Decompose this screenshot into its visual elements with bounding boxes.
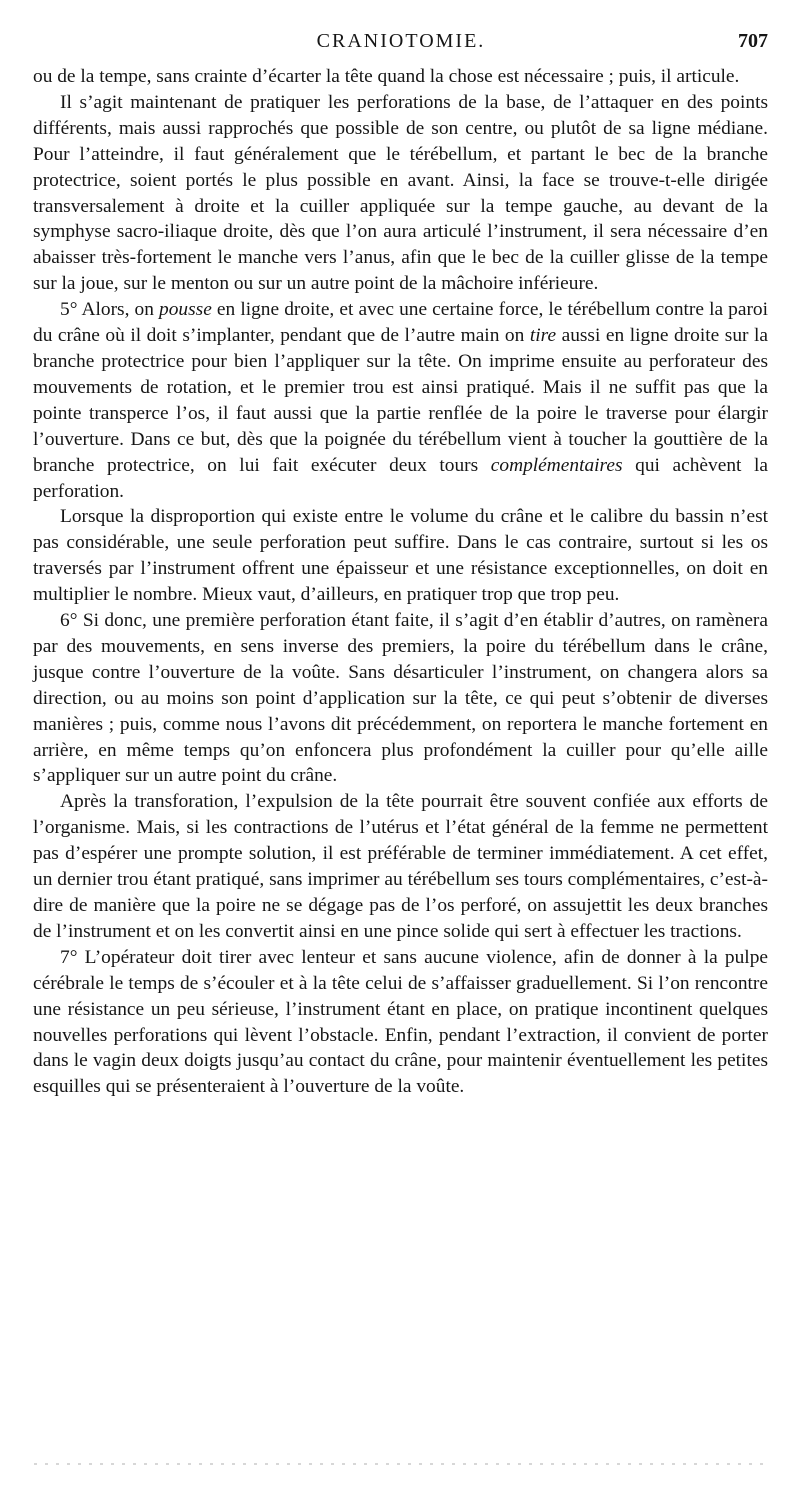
italic-text: complémentaires bbox=[490, 454, 623, 476]
footer-rule bbox=[34, 1463, 768, 1465]
italic-text: tire bbox=[529, 325, 557, 347]
paragraph bbox=[33, 64, 768, 90]
page-number: 707 bbox=[738, 30, 768, 52]
paragraph bbox=[33, 504, 768, 608]
text-run: aussi en ligne droite sur la branche protectrice pour bien l’appliquer sur la tête. On imprime ensuite au perforateur des mouvements de rotation, et le premier trou est ainsi pratiqué. Mais il ne suffit pas que la pointe transperce l’os, il faut aussi que la partie renflée de la poire le traverse pour élargir l’ouverture. Dans ce but, dès que la poignée du térébellum vient à toucher la gouttière de la branche protectrice, on lui fait exécuter deux tours bbox=[33, 325, 768, 476]
text-run: 6° Si donc, une première perforation étant faite, il s’agit d’en établir d’autres, on ramènera par des mouvements, en sens inverse des premiers, la poire du térébellum dans le crâne, jusque contre l’ouverture de la voûte. Sans désarticuler l’instrument, on changera alors sa direction, ou au moins son point d’application sur la tête, ce qui peut s’obtenir de diverses manières ; puis, comme nous l’avons dit précédemment, on reportera le manche fortement en arrière, en même temps qu’on enfoncera plus profondément la cuiller pour qu’elle aille s’appliquer sur un autre point du crâne. bbox=[33, 610, 768, 787]
paragraph bbox=[33, 297, 768, 504]
paragraph bbox=[33, 90, 768, 297]
text-run: Il s’agit maintenant de pratiquer les perforations de la base, de l’attaquer en des points différents, mais aussi rapprochés que possible de son centre, ou plutôt de sa ligne médiane. Pour l’atteindre, il faut généralement que le térébellum, et partant le bec de la branche protectrice, soient portés le plus possible en avant. Ainsi, la face se trouve-t-elle dirigée transversalement à droite et la cuiller appliquée sur la tempe gauche, au devant de la symphyse sacro-iliaque droite, dès que l’on aura articulé l’instrument, il sera nécessaire d’en abaisser très-fortement le manche vers l’anus, afin que le bec de la cuiller glisse de la tempe sur la joue, sur le menton ou sur un autre point de la mâchoire inférieure. bbox=[33, 91, 768, 295]
paragraph bbox=[33, 945, 768, 1100]
text-run: ou de la tempe, sans crainte d’écarter la tête quand la chose est nécessaire ; puis, il articule. bbox=[33, 66, 740, 87]
text-run: 7° L’opérateur doit tirer avec lenteur et sans aucune violence, afin de donner à la pulpe cérébrale le temps de s’écouler et à la tête celui de s’affaisser graduellement. Si l’on rencontre une résistance un peu sérieuse, l’instrument étant en place, on pratique incontinent quelques nouvelles perforations qui lèvent l’obstacle. Enfin, pendant l’extraction, il convient de porter dans le vagin deux doigts jusqu’au contact du crâne, pour maintenir éventuellement les petites esquilles qui se présenteraient à l’ouverture de la voûte. bbox=[33, 946, 768, 1098]
text-run: en ligne droite, et avec une certaine force, le térébellum contre la paroi du crâne où il doit s’implanter, pendant que de l’autre main on bbox=[33, 299, 769, 347]
body-text bbox=[33, 64, 768, 1100]
text-run: 5° Alors, on bbox=[60, 299, 160, 321]
paragraph bbox=[33, 608, 768, 789]
text-run: qui achèvent la perforation. bbox=[33, 454, 768, 502]
page-header bbox=[34, 22, 768, 62]
text-run: Lorsque la disproportion qui existe entre le volume du crâne et le calibre du bassin n’est pas considérable, une seule perforation peut suffire. Dans le cas contraire, surtout si les os traversés par l’instrument offrent une épaisseur et une résistance exceptionnelles, on doit en multiplier le nombre. Mieux vaut, d’ailleurs, en pratiquer trop que trop peu. bbox=[33, 506, 768, 606]
running-title: CRANIOTOMIE. bbox=[316, 30, 486, 52]
italic-text: pousse bbox=[159, 299, 212, 321]
text-run: Après la transforation, l’expulsion de la tête pourrait être souvent confiée aux efforts de l’organisme. Mais, si les contractions de l’utérus et l’état général de la femme ne permettent pas d’espérer une prompte solution, il est préférable de terminer immédiatement. A cet effet, un dernier trou étant pratiqué, sans imprimer au térébellum ses tours complémentaires, c’est-à-dire de manière que la poire ne se dégage pas de l’os perforé, on assujettit les deux branches de l’instrument et on les convertit ainsi en une pince solide qui sert à effectuer les tractions. bbox=[33, 791, 768, 942]
paragraph bbox=[33, 789, 768, 944]
